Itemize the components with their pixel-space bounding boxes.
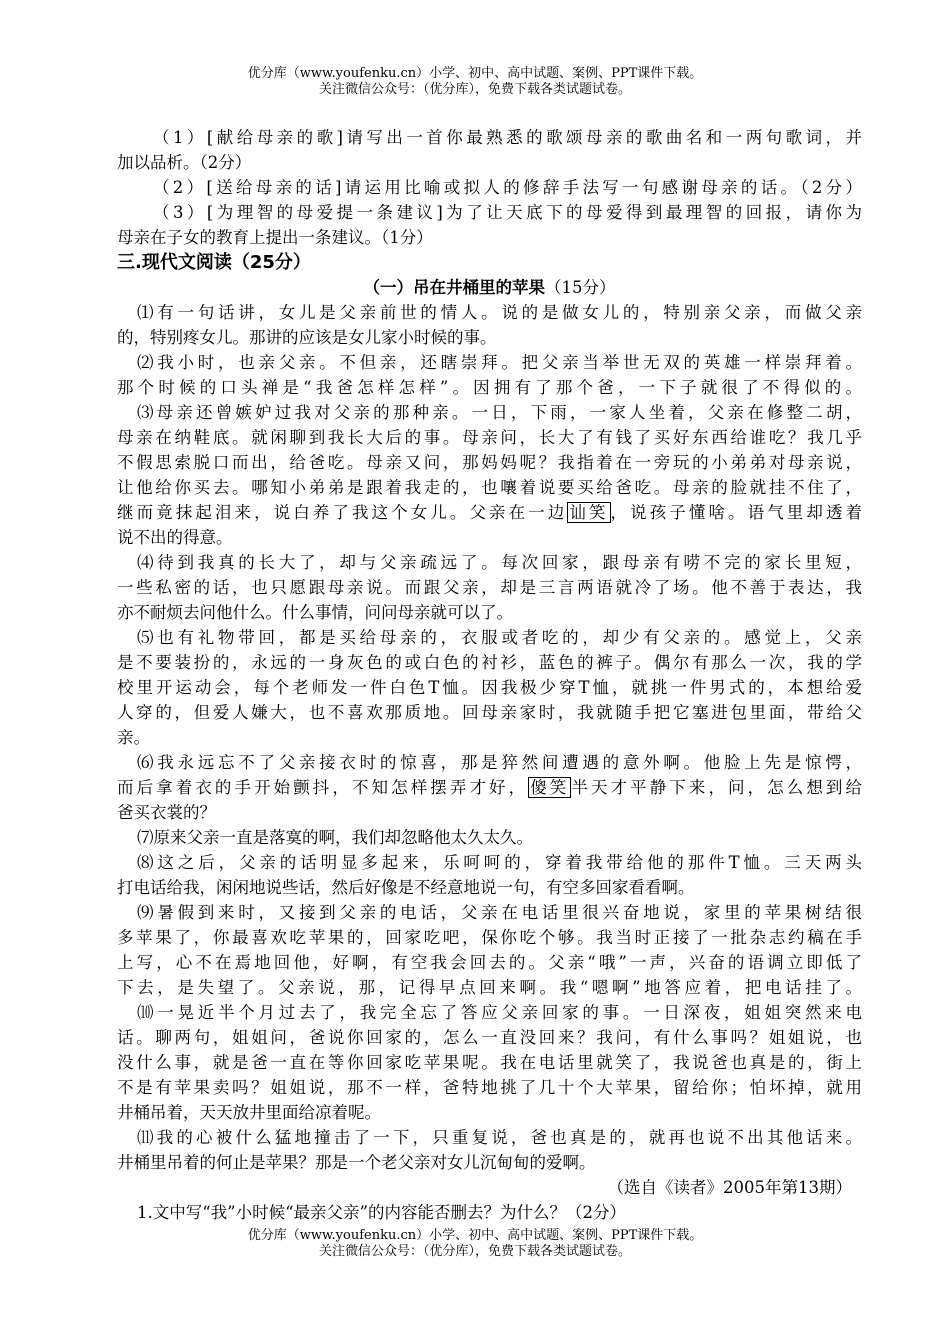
paragraph-2-line-2: 那个时候的口头禅是“我爸怎样怎样”。因拥有了那个爸，一下子就很了不得似的。 [117, 378, 862, 397]
paragraph-3-line-2: 母亲在纳鞋底。就闲聊到我长大后的事。母亲问，长大了有钱了买好东西给谁吃？我几乎 [117, 428, 862, 447]
paragraph-6-text-a: 而后拿着衣的手开始颤抖，不知怎样摆弄才好， [117, 778, 529, 797]
paragraph-6-text-b: 半天才平静下来，问，怎么想到给 [571, 778, 863, 797]
task-3-line-2: 母亲在子女的教育上提出一条建议。（1分） [117, 228, 433, 247]
paragraph-9-line-3: 上写，心不在焉地回他，好啊，有空我会回去的。父亲“哦”一声，兴奋的语调立即低了 [117, 953, 862, 972]
paragraph-5-line-5: 亲。 [117, 728, 150, 747]
paragraph-6-line-2 [117, 775, 862, 800]
paragraph-9-line-1: ⑼暑假到来时，又接到父亲的电话，父亲在电话里很兴奋地说，家里的苹果树结很 [137, 903, 862, 922]
paragraph-11-line-2: 井桶里吊着的何止是苹果？那是一个老父亲对女儿沉甸甸的爱啊。 [117, 1153, 596, 1172]
task-1-line-2: 加以品析。（2分） [117, 153, 252, 172]
paragraph-5-line-2: 是不要装扮的，永远的一身灰色的或白色的衬衫，蓝色的裤子。偶尔有那么一次，我的学 [117, 653, 862, 672]
passage-score: （15分） [545, 278, 616, 297]
paragraph-3-text-b: ，说孩子懂啥。语气里却透着 [610, 503, 863, 522]
paragraph-10-line-3: 没什么事，就是爸一直在等你回家吃苹果呢。我在电话里就笑了，我说爸也真是的，街上 [117, 1053, 862, 1072]
paragraph-10-line-5: 井桶吊着，天天放井里面给凉着呢。 [117, 1103, 381, 1122]
paragraph-4-line-1: ⑷待到我真的长大了，却与父亲疏远了。每次回家，跟母亲有唠不完的家长里短， [137, 553, 862, 572]
page-header [0, 66, 950, 98]
task-1-line-1: （1）[献给母亲的歌]请写出一首你最熟悉的歌颂母亲的歌曲名和一两句歌词，并 [153, 128, 862, 147]
paragraph-5-line-4: 人穿的，但爱人嫌大，也不喜欢那质地。回母亲家时，我就随手把它塞进包里面，带给父 [117, 703, 862, 722]
paragraph-3-line-5 [117, 500, 862, 525]
paragraph-3-line-6: 说不出的得意。 [117, 528, 233, 547]
paragraph-3-line-4: 让他给你买去。哪知小弟弟是跟着我走的，也嚷着说要买给爸吃。母亲的脸就挂不住了， [117, 478, 862, 497]
passage-source: （选自《读者》2005年第13期） [607, 1178, 852, 1197]
section-title: 三.现代文阅读（25分） [117, 252, 311, 273]
paragraph-1-line-2: 的，特别疼女儿。那讲的应该是女儿家小时候的事。 [117, 328, 497, 347]
paragraph-4-line-3: 亦不耐烦去问他什么。什么事情，问问母亲就可以了。 [117, 603, 513, 622]
document-body [117, 125, 862, 1225]
paragraph-10-line-2: 话。聊两句，姐姐问，爸说你回家的，怎么一直没回来？我问，有什么事吗？姐姐说，也 [117, 1028, 862, 1047]
task-3-line-1: （3）[为理智的母爱提一条建议]为了让天底下的母爱得到最理智的回报，请你为 [153, 203, 862, 222]
paragraph-11-line-1: ⑾我的心被什么猛地撞击了一下，只重复说，爸也真是的，就再也说不出其他话来。 [137, 1128, 862, 1147]
boxed-word-shanxiao: 讪笑 [569, 503, 609, 522]
task-2: （2）[送给母亲的话]请运用比喻或拟人的修辞手法写一句感谢母亲的话。（2分） [153, 178, 862, 197]
paragraph-3-text-a: 继而竟抹起泪来，说白养了我这个女儿。父亲在一边 [117, 503, 568, 522]
paragraph-3-line-3: 不假思索脱口而出，给爸吃。母亲又问，那妈妈呢？我指着在一旁玩的小弟弟对母亲说， [117, 453, 862, 472]
paragraph-9-line-2: 多苹果了，你最喜欢吃苹果的，回家吃吧，保你吃个够。我当时正接了一批杂志约稿在手 [117, 928, 862, 947]
passage-title-line [117, 276, 862, 300]
paragraph-7-line-1: ⑺原来父亲一直是落寞的啊，我们却忽略他太久太久。 [137, 828, 533, 847]
paragraph-10-line-4: 不是有苹果卖吗？姐姐说，那不一样，爸特地挑了几十个大苹果，留给你；怕坏掉，就用 [117, 1078, 862, 1097]
paragraph-6-line-3: 爸买衣裳的？ [117, 803, 216, 822]
paragraph-8-line-1: ⑻这之后，父亲的话明显多起来，乐呵呵的，穿着我带给他的那件T恤。三天两头 [137, 853, 862, 872]
header-line-2: 关注微信公众号：（优分库），免费下载各类试题试卷。 [318, 82, 631, 97]
paragraph-4-line-2: 一些私密的话，也只愿跟母亲说。而跟父亲，却是三言两语就冷了场。他不善于表达，我 [117, 578, 862, 597]
question-1: 1.文中写“我”小时候“最亲父亲”的内容能否删去？为什么？（2分） [137, 1203, 626, 1222]
paragraph-6-line-1: ⑹我永远忘不了父亲接衣时的惊喜，那是猝然间遭遇的意外啊。他脸上先是惊愕， [137, 753, 862, 772]
paragraph-5-line-1: ⑸也有礼物带回，都是买给母亲的，衣服或者吃的，却少有父亲的。感觉上，父亲 [137, 628, 862, 647]
boxed-word-shaxiao: 傻笑 [530, 778, 570, 797]
paragraph-1-line-1: ⑴有一句话讲，女儿是父亲前世的情人。说的是做女儿的，特别亲父亲，而做父亲 [137, 303, 862, 322]
paragraph-2-line-1: ⑵我小时，也亲父亲。不但亲，还瞎崇拜。把父亲当举世无双的英雄一样崇拜着。 [137, 353, 862, 372]
paragraph-8-line-2: 打电话给我，闲闲地说些话，然后好像是不经意地说一句，有空多回家看看啊。 [117, 878, 695, 897]
paragraph-5-line-3: 校里开运动会，每个老师发一件白色T恤。因我极少穿T恤，就挑一件男式的，本想给爱 [117, 678, 862, 697]
paragraph-10-line-1: ⑽一晃近半个月过去了，我完全忘了答应父亲回家的事。一日深夜，姐姐突然来电 [137, 1003, 862, 1022]
passage-title: （一）吊在井桶里的苹果 [363, 278, 545, 297]
paragraph-3-line-1: ⑶母亲还曾嫉妒过我对父亲的那种亲。一日，下雨，一家人坐着，父亲在修整二胡， [137, 403, 862, 422]
footer-line-1: 优分库（www.youfenku.cn）小学、初中、高中试题、案例、PPT课件下载。 [247, 1228, 703, 1243]
footer-line-2: 关注微信公众号：（优分库），免费下载各类试题试卷。 [318, 1244, 631, 1259]
header-line-1: 优分库（www.youfenku.cn）小学、初中、高中试题、案例、PPT课件下载。 [247, 66, 703, 81]
page-footer [0, 1228, 950, 1260]
paragraph-9-line-4: 下去，是失望了。父亲说，那，记得早点回来啊。我“嗯啊”地答应着，把电话挂了。 [117, 978, 862, 997]
